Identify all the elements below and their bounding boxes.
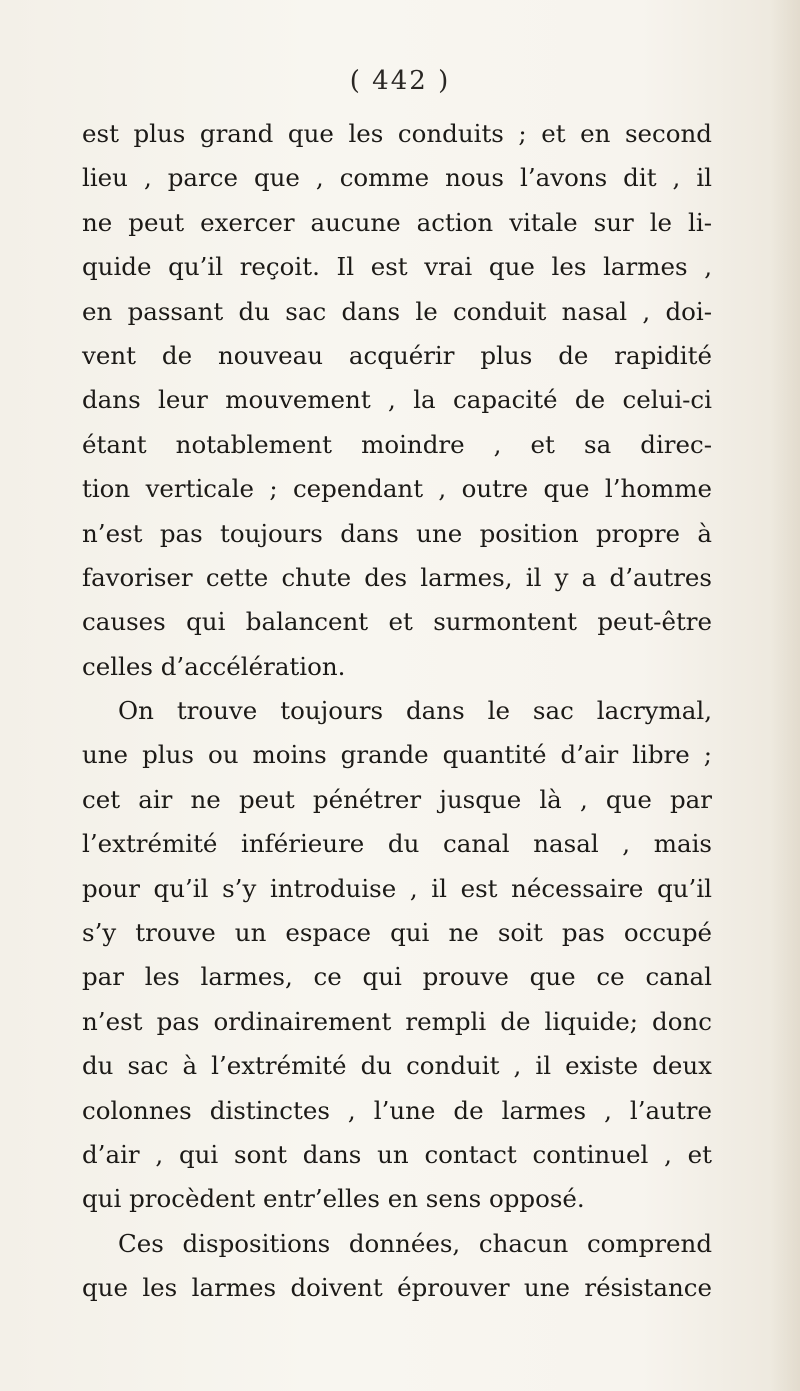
text-line: cet air ne peut pénétrer jusque là , que par	[82, 784, 712, 814]
text-line: n’est pas toujours dans une position propre à	[82, 518, 712, 548]
text-line: s’y trouve un espace qui ne soit pas occupé	[82, 918, 712, 948]
text-line: quide qu’il reçoit. Il est vrai que les larmes ,	[82, 252, 712, 282]
text-line: l’extrémité inférieure du canal nasal , mais	[82, 829, 712, 859]
text-line: tion verticale ; cependant , outre que l’homme	[82, 474, 712, 504]
text-line: favoriser cette chute des larmes, il y a d’autres	[82, 562, 712, 592]
body-text	[82, 112, 712, 1311]
text-line: d’air , qui sont dans un contact continuel , et	[82, 1139, 712, 1169]
paragraph-start-line: Ces dispositions données, chacun comprend	[118, 1228, 712, 1258]
text-line: par les larmes, ce qui prouve que ce canal	[82, 962, 712, 992]
paragraph-start-line: On trouve toujours dans le sac lacrymal,	[118, 696, 712, 726]
text-line: dans leur mouvement , la capacité de celui-ci	[82, 385, 712, 415]
text-line: vent de nouveau acquérir plus de rapidité	[82, 340, 712, 370]
text-line: lieu , parce que , comme nous l’avons dit , il	[82, 163, 712, 193]
text-line: étant notablement moindre , et sa direc-	[82, 429, 712, 459]
text-line: du sac à l’extrémité du conduit , il existe deux	[82, 1051, 712, 1081]
text-line: une plus ou moins grande quantité d’air libre ;	[82, 740, 712, 770]
page-edge-shadow	[770, 0, 800, 1391]
page-number: ( 442 )	[349, 66, 451, 96]
text-line: en passant du sac dans le conduit nasal , doi-	[82, 296, 712, 326]
text-line: que les larmes doivent éprouver une résistance	[82, 1273, 712, 1303]
text-line: qui procèdent entr’elles en sens opposé.	[82, 1184, 585, 1214]
text-line: causes qui balancent et surmontent peut-être	[82, 607, 712, 637]
text-line: pour qu’il s’y introduise , il est nécessaire qu’il	[82, 873, 712, 903]
text-line: est plus grand que les conduits ; et en second	[82, 119, 712, 148]
text-line: ne peut exercer aucune action vitale sur le li-	[82, 207, 712, 237]
text-line: celles d’accélération.	[82, 651, 346, 681]
text-line: n’est pas ordinairement rempli de liquide; donc	[82, 1006, 712, 1036]
text-line: colonnes distinctes , l’une de larmes , l’autre	[82, 1095, 712, 1125]
